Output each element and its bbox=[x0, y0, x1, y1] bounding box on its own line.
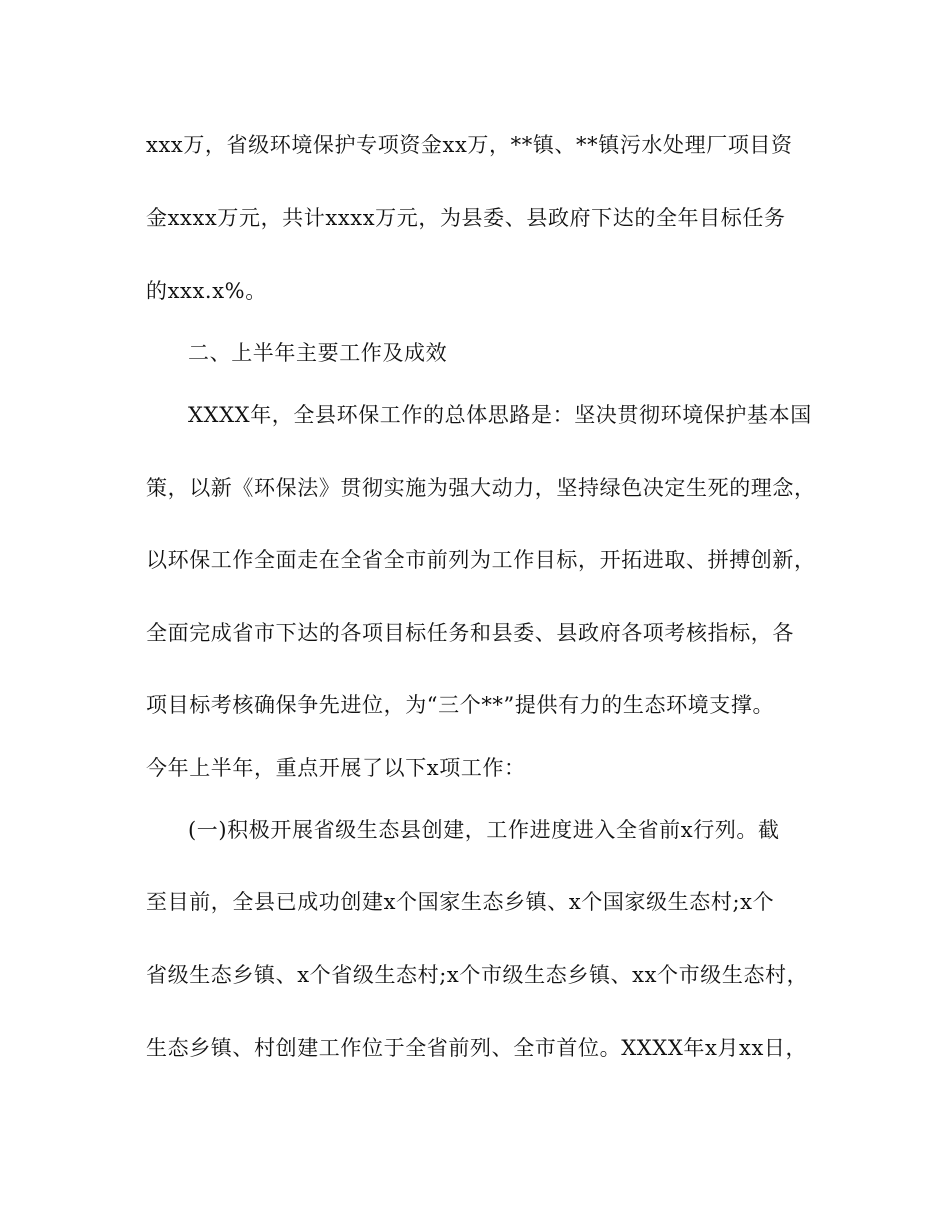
paragraph-1-line-3: 的xxx.x%。 bbox=[146, 279, 267, 303]
paragraph-1-line-1: xxx万，省级环境保护专项资金xx万，**镇、**镇污水处理厂项目资 bbox=[146, 133, 793, 157]
paragraph-2-line-6: 今年上半年，重点开展了以下x项工作： bbox=[146, 756, 526, 780]
paragraph-2-line-3: 以环保工作全面走在全省全市前列为工作目标，开拓进取、拼搏创新， bbox=[146, 548, 816, 572]
paragraph-2-line-4: 全面完成省市下达的各项目标任务和县委、县政府各项考核指标，各 bbox=[146, 621, 794, 645]
paragraph-2-line-2: 策，以新《环保法》贯彻实施为强大动力，坚持绿色决定生死的理念， bbox=[146, 476, 816, 500]
paragraph-1-line-2: 金xxxx万元，共计xxxx万元，为县委、县政府下达的全年目标任务 bbox=[146, 206, 786, 230]
paragraph-3-line-1: (一)积极开展省级生态县创建，工作进度进入全省前x行列。截 bbox=[188, 818, 780, 842]
paragraph-3-line-3: 省级生态乡镇、x个省级生态村;x个市级生态乡镇、xx个市级生态村， bbox=[146, 963, 809, 987]
paragraph-3-line-2: 至目前，全县已成功创建x个国家生态乡镇、x个国家级生态村;x个 bbox=[146, 890, 775, 914]
paragraph-3-line-4: 生态乡镇、村创建工作位于全省前列、全市首位。XXXX年x月xx日， bbox=[146, 1036, 808, 1060]
paragraph-2-line-1: XXXX年，全县环保工作的总体思路是：坚决贯彻环境保护基本国 bbox=[188, 403, 812, 427]
section-heading: 二、上半年主要工作及成效 bbox=[188, 341, 448, 365]
paragraph-2-line-5: 项目标考核确保争先进位，为“三个**”提供有力的生态环境支撑。 bbox=[146, 693, 775, 717]
